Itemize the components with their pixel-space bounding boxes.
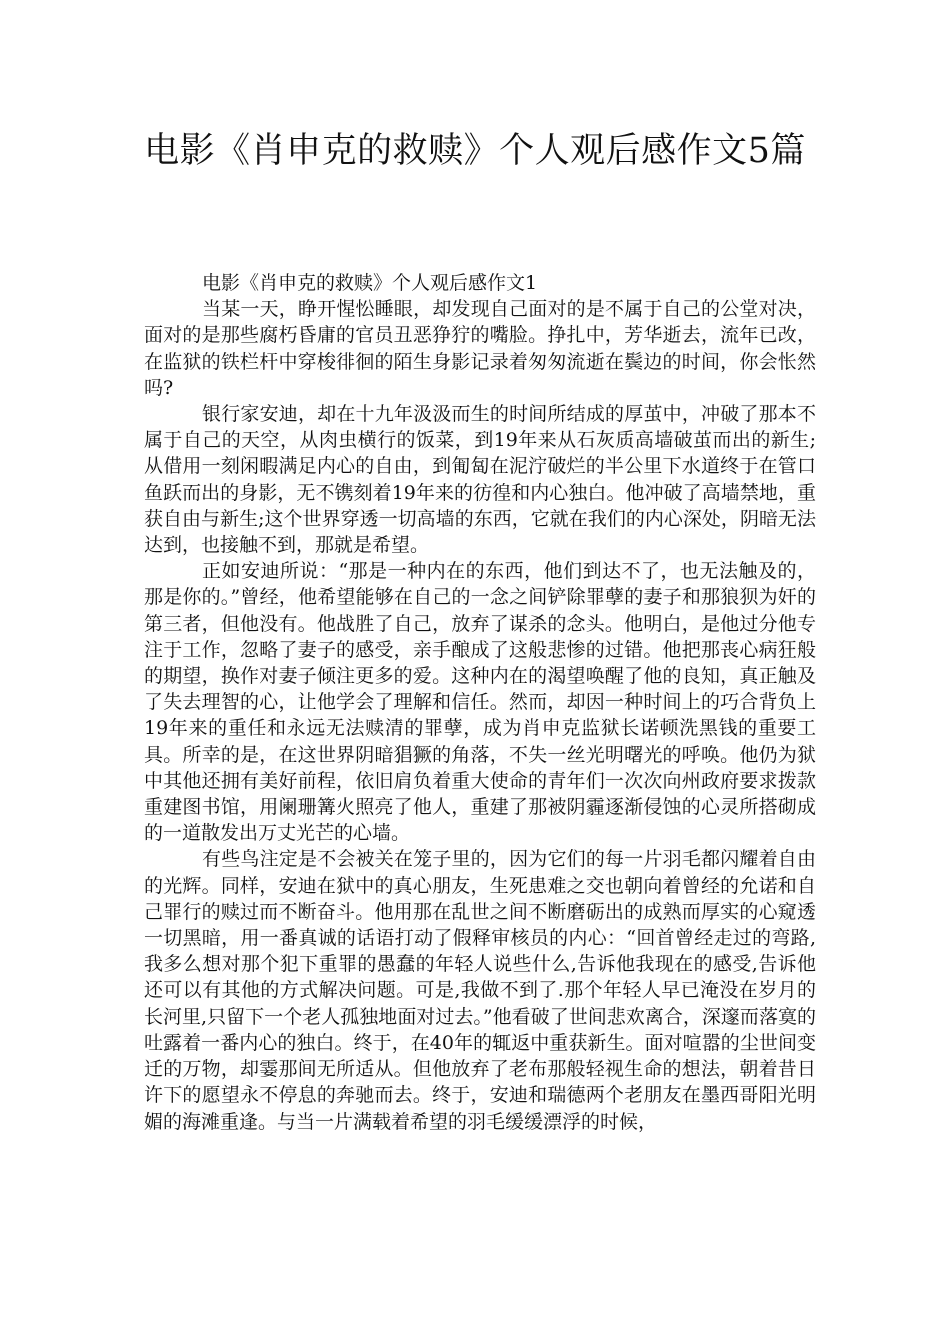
section-heading: 电影《肖申克的救赎》个人观后感作文1: [202, 272, 538, 294]
document-title: 电影《肖申克的救赎》个人观后感作文5篇: [144, 131, 806, 171]
paragraph-4: 有些鸟注定是不会被关在笼子里的，因为它们的每一片羽毛都闪耀着自由的光辉。同样，安迪在狱中的真心朋友，生死患难之交也朝向着曾经的允诺和自己罪行的赎过而不断奋斗。他用那在乱世之间不断磨砺出的成熟而厚实的心窥透一切黑暗，用一番真诚的话语打动了假释审核员的内心：“回首曾经走过的弯路,我多么想对那个犯下重罪的愚蠢的年轻人说些什么,告诉他我现在的感受,告诉他还可以有其他的方式解决问题。可是,我做不到了.那个年轻人早已淹没在岁月的长河里,只留下一个老人孤独地面对过去。”他看破了世间悲欢离合，深邃而落寞的吐露着一番内心的独白。终于，在40年的辄返中重获新生。面对喧嚣的尘世间变迁的万物，却霎那间无所适从。但他放弃了老布那般轻视生命的想法，朝着昔日许下的愿望永不停息的奔驰而去。终于，安迪和瑞德两个老朋友在墨西哥阳光明媚的海滩重逢。与当一片满载着希望的羽毛缓缓漂浮的时候，: [144, 848, 816, 1133]
document-body: [144, 270, 816, 1135]
paragraph-1: 当某一天，睁开惺忪睡眼，却发现自己面对的是不属于自己的公堂对决，面对的是那些腐朽昏庸的官员丑恶狰狞的嘴脸。挣扎中，芳华逝去，流年已改，在监狱的铁栏杆中穿梭徘徊的陌生身影记录着匆匆流逝在鬓边的时间，你会怅然吗?: [144, 298, 816, 399]
paragraph-2: 银行家安迪，却在十九年汲汲而生的时间所结成的厚茧中，冲破了那本不属于自己的天空，从肉虫横行的饭菜，到19年来从石灰质高墙破茧而出的新生;从借用一刻闲暇满足内心的自由，到匍匐在泥泞破烂的半公里下水道终于在管口鱼跃而出的身影，无不镌刻着19年来的彷徨和内心独白。他冲破了高墙禁地，重获自由与新生;这个世界穿透一切高墙的东西，它就在我们的内心深处，阴暗无法达到，也接触不到，那就是希望。: [144, 403, 816, 557]
paragraph-3: 正如安迪所说：“那是一种内在的东西，他们到达不了，也无法触及的，那是你的。”曾经，他希望能够在自己的一念之间铲除罪孽的妻子和那狼狈为奸的第三者，但他没有。他战胜了自己，放弃了谋杀的念头。他明白，是他过分他专注于工作，忽略了妻子的感受，亲手酿成了这般悲惨的过错。他把那丧心病狂般的期望，换作对妻子倾注更多的爱。这种内在的渴望唤醒了他的良知，真正触及了失去理智的心，让他学会了理解和信任。然而，却因一种时间上的巧合背负上19年来的重任和永远无法赎清的罪孽，成为肖申克监狱长诺顿洗黑钱的重要工具。所幸的是，在这世界阴暗猖獗的角落，不失一丝光明曙光的呼唤。他仍为狱中其他还拥有美好前程，依旧肩负着重大使命的青年们一次次向州政府要求拨款重建图书馆，用阑珊篝火照亮了他人，重建了那被阴霾逐渐侵蚀的心灵所搭砌成的一道散发出万丈光芒的心墙。: [144, 560, 816, 845]
